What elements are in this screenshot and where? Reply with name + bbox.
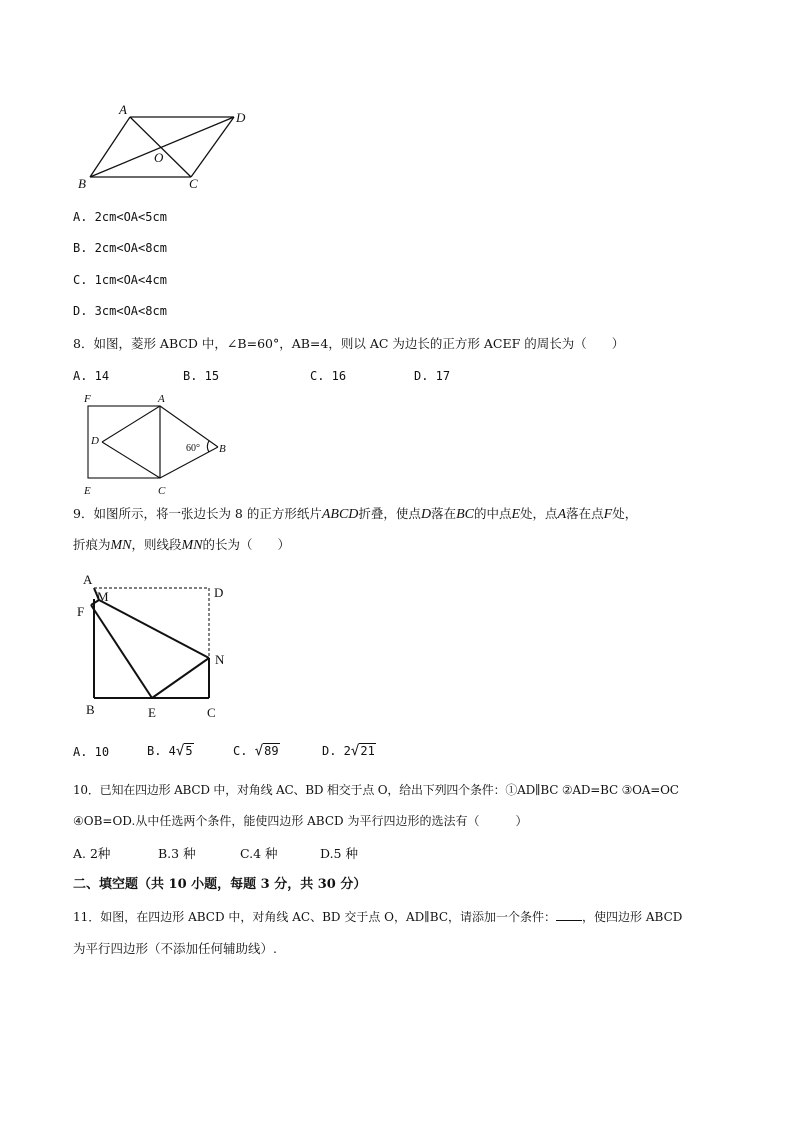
- answer-blank[interactable]: [556, 908, 582, 921]
- q9-stem-text: 折痕为: [73, 537, 111, 552]
- crease-mn: [99, 600, 209, 658]
- label-f: F: [84, 393, 91, 405]
- q9-var-abcd: ABCD: [321, 507, 359, 522]
- sqrt-icon: √: [254, 743, 264, 759]
- q10-stem-line1: 10．已知在四边形 ABCD 中，对角线 AC、BD 相交于点 O，给出下列四个条件：①AD∥BC ②AD=BC ③OA=OC: [73, 783, 679, 797]
- label-o: O: [154, 150, 164, 165]
- q9-option-d[interactable]: [322, 743, 376, 759]
- q11-stem-text: 11．如图，在四边形 ABCD 中，对角线 AC、BD 交于点 O，AD∥BC，请添加一个条件：: [73, 910, 557, 924]
- q9-var-mn: MN: [181, 538, 203, 553]
- q11-stem-line2: 为平行四边形（不添加任何辅助线）.: [73, 941, 277, 956]
- label-b: B: [78, 176, 86, 191]
- q8-option-a[interactable]: A. 14: [73, 369, 110, 383]
- q9-option-d-prefix: D. 2: [322, 744, 351, 758]
- q9-var-d: D: [420, 507, 432, 522]
- label-b: B: [86, 702, 95, 717]
- label-a: A: [119, 102, 127, 117]
- angle-b-label: 60°: [186, 443, 200, 454]
- side-ad: [102, 406, 160, 442]
- label-c: C: [189, 176, 198, 191]
- section-heading: 二、填空题（共 10 小题，每题 3 分，共 30 分）: [73, 877, 367, 892]
- q11-stem-text: ，使四边形 ABCD: [582, 910, 683, 924]
- q7-parallelogram-figure: [70, 98, 260, 198]
- q10-option-b[interactable]: B.3 种: [158, 846, 196, 861]
- label-d: D: [236, 110, 246, 125]
- q9-stem-text: 落在点: [566, 506, 604, 521]
- q9-option-b[interactable]: [147, 743, 194, 759]
- label-f: F: [77, 604, 85, 619]
- q8-square-rhombus-figure: [78, 392, 238, 500]
- label-b: B: [219, 443, 226, 455]
- label-e: E: [148, 705, 156, 720]
- q10-option-c[interactable]: C.4 种: [240, 846, 278, 861]
- sqrt-icon: √: [175, 743, 185, 759]
- q9-option-c-radicand: 89: [264, 744, 279, 758]
- q9-stem-line2: [73, 536, 290, 555]
- segment-ef: [91, 605, 152, 698]
- q9-stem-text: 处，: [612, 506, 638, 521]
- q8-option-b[interactable]: B. 15: [183, 369, 220, 383]
- label-d: D: [91, 435, 99, 447]
- q9-stem-text: 9．如图所示，将一张边长为 8 的正方形纸片: [73, 506, 322, 521]
- q9-option-b-prefix: B. 4: [147, 744, 176, 758]
- label-n: N: [215, 652, 225, 667]
- q9-var-f: F: [603, 507, 613, 522]
- angle-b-arc: [207, 441, 209, 452]
- q9-var-bc: BC: [456, 507, 474, 522]
- label-e: E: [84, 485, 91, 497]
- label-c: C: [207, 705, 216, 720]
- q8-option-d[interactable]: D. 17: [414, 369, 451, 383]
- q9-stem-text: ，则线段: [131, 537, 182, 552]
- q8-option-c[interactable]: C. 16: [310, 369, 347, 383]
- q7-option-a[interactable]: A. 2cm<OA<5cm: [73, 210, 167, 224]
- q9-folding-figure: [72, 568, 242, 723]
- q8-stem: 8．如图，菱形 ABCD 中，∠B=60°，AB=4，则以 AC 为边长的正方形 ACEF 的周长为（ ）: [73, 336, 625, 351]
- label-a: A: [83, 572, 93, 587]
- q9-option-c-prefix: C.: [233, 744, 248, 758]
- sqrt-icon: √: [350, 743, 360, 759]
- segment-ne: [152, 658, 209, 698]
- q9-var-a: A: [557, 507, 567, 522]
- q9-stem-text: 的中点: [473, 506, 512, 521]
- q9-stem-text: 折叠，使点: [358, 506, 421, 521]
- q7-option-b[interactable]: B. 2cm<OA<8cm: [73, 241, 167, 255]
- q9-option-d-radicand: 21: [360, 744, 375, 758]
- q10-stem-line2: ④OB=OD.从中任选两个条件，能使四边形 ABCD 为平行四边形的选法有（ ）: [73, 814, 528, 828]
- q7-option-d[interactable]: D. 3cm<OA<8cm: [73, 304, 167, 318]
- q11-stem-line1: [73, 908, 682, 926]
- label-a: A: [158, 393, 165, 405]
- q9-stem-text: 落在: [431, 506, 457, 521]
- q10-option-a[interactable]: A. 2种: [73, 846, 111, 861]
- side-dc: [102, 442, 160, 478]
- q9-stem-text: 的长为（ ）: [202, 537, 291, 552]
- q9-option-b-radicand: 5: [185, 744, 193, 758]
- label-c: C: [158, 485, 166, 497]
- label-m: M: [97, 589, 109, 604]
- q9-option-c[interactable]: [233, 743, 280, 759]
- q9-option-a[interactable]: A. 10: [73, 745, 110, 759]
- q10-option-d[interactable]: D.5 种: [320, 846, 358, 861]
- q9-var-mn: MN: [110, 538, 132, 553]
- q9-var-e: E: [511, 507, 521, 522]
- side-ab: [160, 406, 218, 447]
- q9-stem-text: 处，点: [520, 506, 558, 521]
- q7-option-c[interactable]: C. 1cm<OA<4cm: [73, 273, 167, 287]
- q9-stem-line1: [73, 505, 637, 524]
- label-d: D: [214, 585, 224, 600]
